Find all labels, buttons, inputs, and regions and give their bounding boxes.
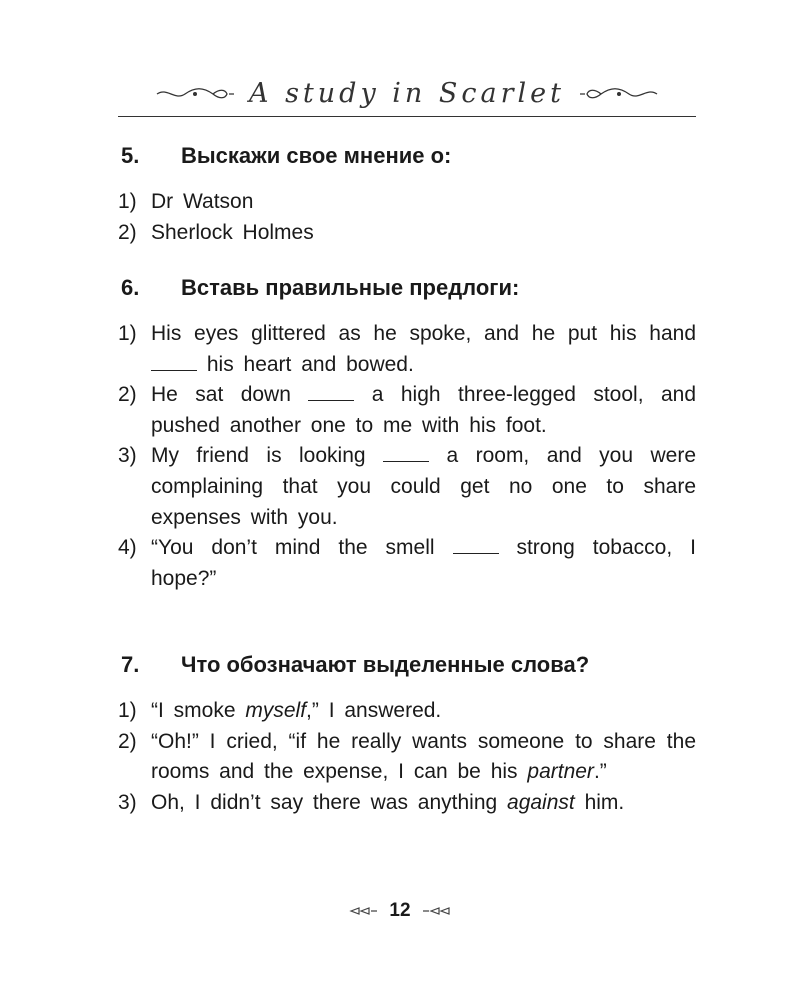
exercise-list xyxy=(118,319,696,594)
item-text: “You don’t mind the smell xyxy=(151,536,435,560)
list-item xyxy=(118,380,696,441)
exercise-number: 6. xyxy=(121,275,140,300)
list-item xyxy=(118,696,696,727)
flourish-left-icon xyxy=(155,85,235,103)
item-number: 4) xyxy=(118,536,137,560)
exercise-title: Что обозначают выделенные слова? xyxy=(181,652,590,677)
exercise-title: Выскажи свое мнение о: xyxy=(181,143,452,168)
item-text: a room, and you were complaining that you could get no one to share expenses with you. xyxy=(151,444,697,529)
exercise-5 xyxy=(118,143,696,248)
exercise-heading xyxy=(118,143,696,175)
page-number: 12 xyxy=(389,900,411,921)
item-text: Oh, I didn’t say there was anything xyxy=(151,790,508,814)
item-text: his heart and bowed. xyxy=(206,352,414,376)
ornament-left-icon xyxy=(349,905,379,917)
item-text: ,” I answered. xyxy=(306,699,442,722)
fill-in-blank xyxy=(308,386,354,401)
exercise-heading xyxy=(118,652,696,684)
item-text: His eyes glittered as he spoke, and he put his hand xyxy=(151,322,696,345)
item-text: a high three-legged stool, and pushed another one to me with his foot. xyxy=(151,383,697,437)
list-item xyxy=(118,187,696,218)
ornament-right-icon xyxy=(421,905,451,917)
item-text: My friend is looking xyxy=(151,444,366,468)
item-text: “Oh!” I cried, “if he really wants someone to share the rooms and the expense, I can be his xyxy=(151,729,696,784)
item-number: 2) xyxy=(118,729,137,753)
exercise-heading xyxy=(118,275,696,307)
list-item xyxy=(118,727,696,788)
exercise-7 xyxy=(118,652,696,818)
item-text: him. xyxy=(574,790,625,814)
item-text: “I smoke xyxy=(151,699,246,722)
item-text: .” xyxy=(593,760,607,784)
highlighted-word: against xyxy=(507,790,575,814)
item-number: 3) xyxy=(118,444,137,468)
item-text: Sherlock Holmes xyxy=(151,220,314,244)
exercise-6 xyxy=(118,275,696,594)
item-number: 1) xyxy=(118,322,137,345)
fill-in-blank xyxy=(383,447,429,462)
exercise-list xyxy=(118,696,696,818)
running-header xyxy=(118,70,696,117)
item-number: 3) xyxy=(118,790,137,814)
item-number: 2) xyxy=(118,383,137,407)
item-number: 1) xyxy=(118,699,137,722)
page-footer xyxy=(0,900,800,922)
item-number: 2) xyxy=(118,220,137,244)
item-number: 1) xyxy=(118,190,137,213)
exercise-list xyxy=(118,187,696,248)
fill-in-blank xyxy=(453,539,499,554)
item-text: He sat down xyxy=(151,383,291,407)
highlighted-word: myself xyxy=(245,699,307,722)
item-text: strong tobacco, I hope?” xyxy=(151,536,696,590)
exercise-number: 7. xyxy=(121,652,140,677)
book-title: A study in Scarlet xyxy=(249,78,565,109)
list-item xyxy=(118,441,696,533)
flourish-right-icon xyxy=(579,85,659,103)
list-item xyxy=(118,533,696,594)
list-item xyxy=(118,218,696,249)
fill-in-blank xyxy=(151,356,197,371)
exercise-title: Вставь правильные предлоги: xyxy=(181,275,520,300)
list-item xyxy=(118,788,696,819)
exercise-number: 5. xyxy=(121,143,140,168)
highlighted-word: partner xyxy=(527,760,594,784)
item-text: Dr Watson xyxy=(151,190,254,213)
list-item xyxy=(118,319,696,380)
